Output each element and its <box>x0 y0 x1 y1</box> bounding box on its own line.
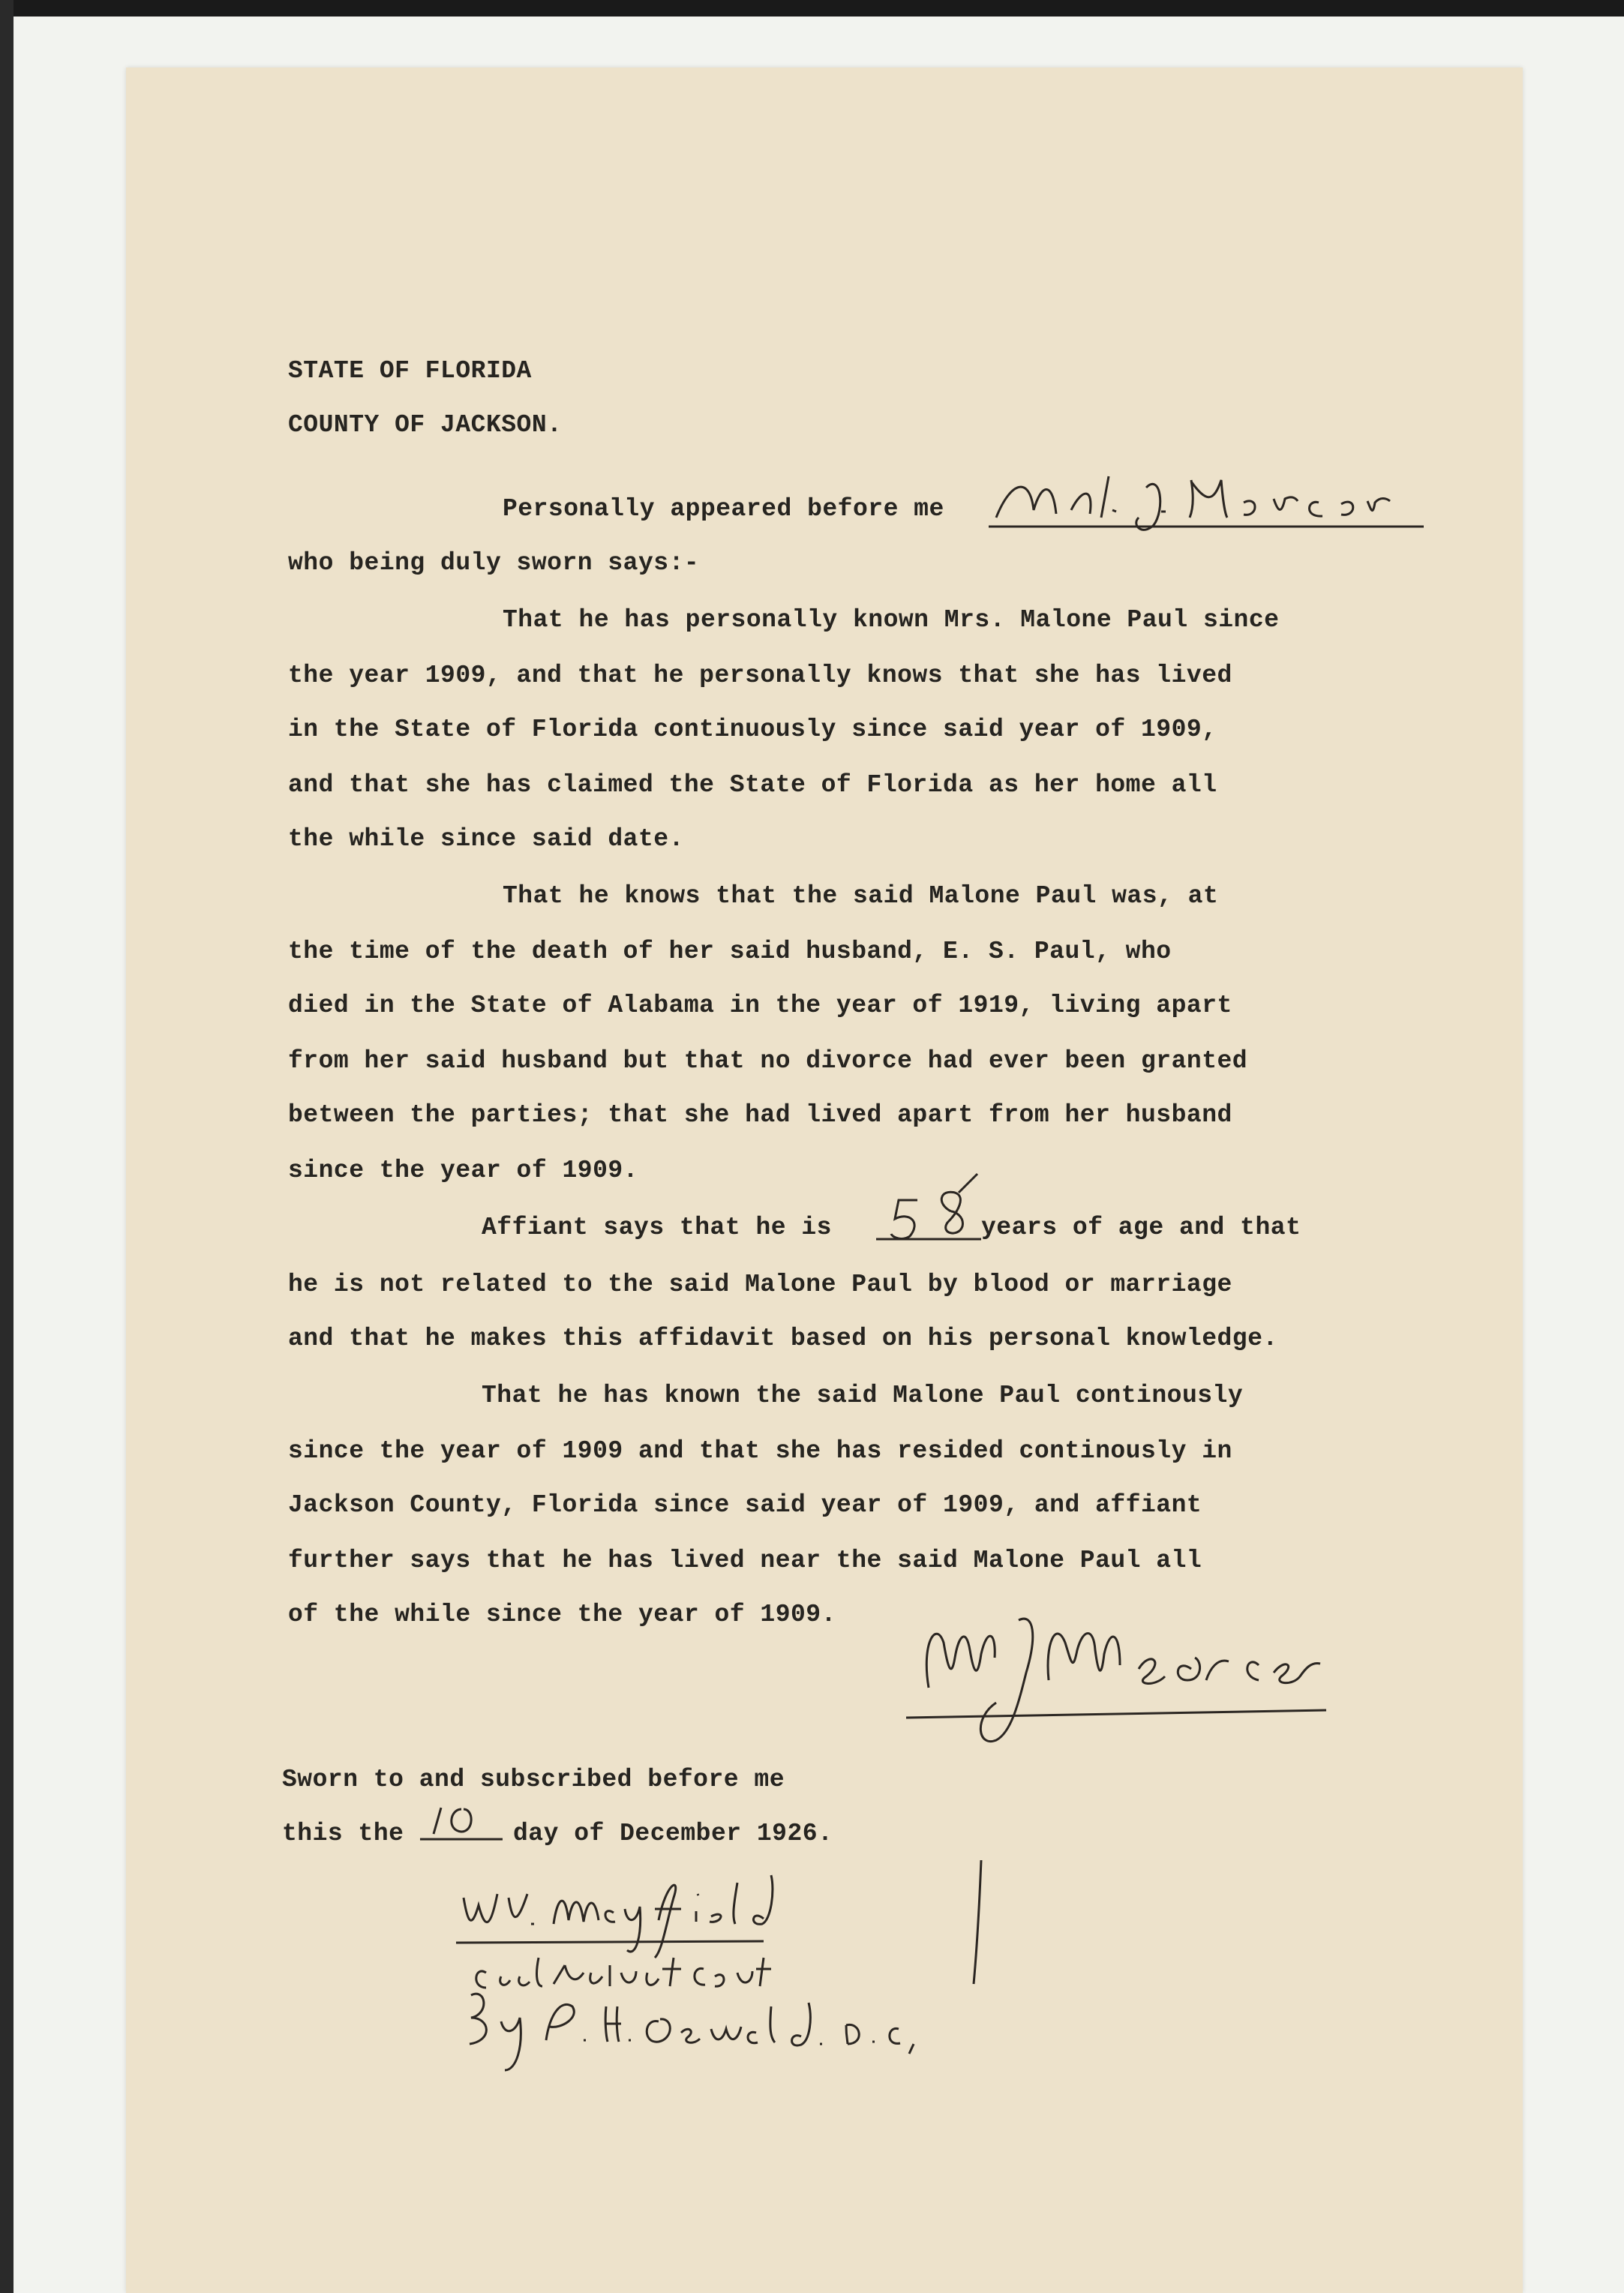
county-heading: COUNTY OF JACKSON. <box>288 411 563 439</box>
paragraph4-line4: further says that he has lived near the said Malone Paul all <box>288 1547 1202 1574</box>
paragraph3-line2: he is not related to the said Malone Paul by blood or marriage <box>288 1271 1232 1298</box>
clerk-signature <box>456 1853 1056 2104</box>
scanner-frame-top <box>0 0 1624 17</box>
day-handwritten <box>420 1793 510 1849</box>
appeared-text: Personally appeared before me <box>503 495 944 523</box>
jurat-line2-before: this the <box>282 1820 404 1847</box>
age-handwritten <box>876 1170 989 1249</box>
jurat-line1: Sworn to and subscribed before me <box>282 1766 785 1793</box>
paragraph2-line1: That he knows that the said Malone Paul was, at <box>503 882 1219 910</box>
age-handwritten-drawing <box>876 1170 989 1245</box>
paragraph1-line5: the while since said date. <box>288 825 684 853</box>
clerk-signature-drawing <box>456 1853 1056 2100</box>
paragraph1-line1: That he has personally known Mrs. Malone Paul since <box>503 606 1280 634</box>
sworn-text: who being duly sworn says:- <box>288 549 700 577</box>
paragraph2-line3: died in the State of Alabama in the year of 1919, living apart <box>288 992 1232 1019</box>
day-handwritten-drawing <box>420 1793 510 1845</box>
paragraph4-line5: of the while since the year of 1909. <box>288 1601 836 1628</box>
affiant-signature-drawing <box>906 1568 1356 1763</box>
paragraph4-line1: That he has known the said Malone Paul continously <box>482 1382 1244 1409</box>
paragraph1-line4: and that she has claimed the State of Florida as her home all <box>288 771 1217 799</box>
paragraph2-line2: the time of the death of her said husband, E. S. Paul, who <box>288 938 1172 965</box>
affiant-signature <box>906 1568 1356 1766</box>
paragraph1-line2: the year 1909, and that he personally knows that she has lived <box>288 662 1232 689</box>
state-heading: STATE OF FLORIDA <box>288 357 532 385</box>
scanner-frame-left <box>0 0 14 2293</box>
affiant-name-signature-drawing <box>989 465 1529 533</box>
paragraph3-line3: and that he makes this affidavit based on his personal knowledge. <box>288 1325 1278 1352</box>
affidavit-page <box>126 68 1523 2293</box>
paragraph3-line1-before: Affiant says that he is <box>482 1214 832 1241</box>
paragraph2-line5: between the parties; that she had lived apart from her husband <box>288 1101 1232 1129</box>
paragraph3-line1-after: years of age and that <box>981 1214 1301 1241</box>
paragraph4-line3: Jackson County, Florida since said year of 1909, and affiant <box>288 1491 1202 1519</box>
affiant-name-handwritten <box>989 465 1529 536</box>
paragraph4-line2: since the year of 1909 and that she has resided continously in <box>288 1437 1232 1465</box>
jurat-line2-after: day of December 1926. <box>513 1820 833 1847</box>
paragraph2-line6: since the year of 1909. <box>288 1157 638 1184</box>
paragraph1-line3: in the State of Florida continuously since said year of 1909, <box>288 716 1217 743</box>
paragraph2-line4: from her said husband but that no divorce had ever been granted <box>288 1047 1248 1075</box>
